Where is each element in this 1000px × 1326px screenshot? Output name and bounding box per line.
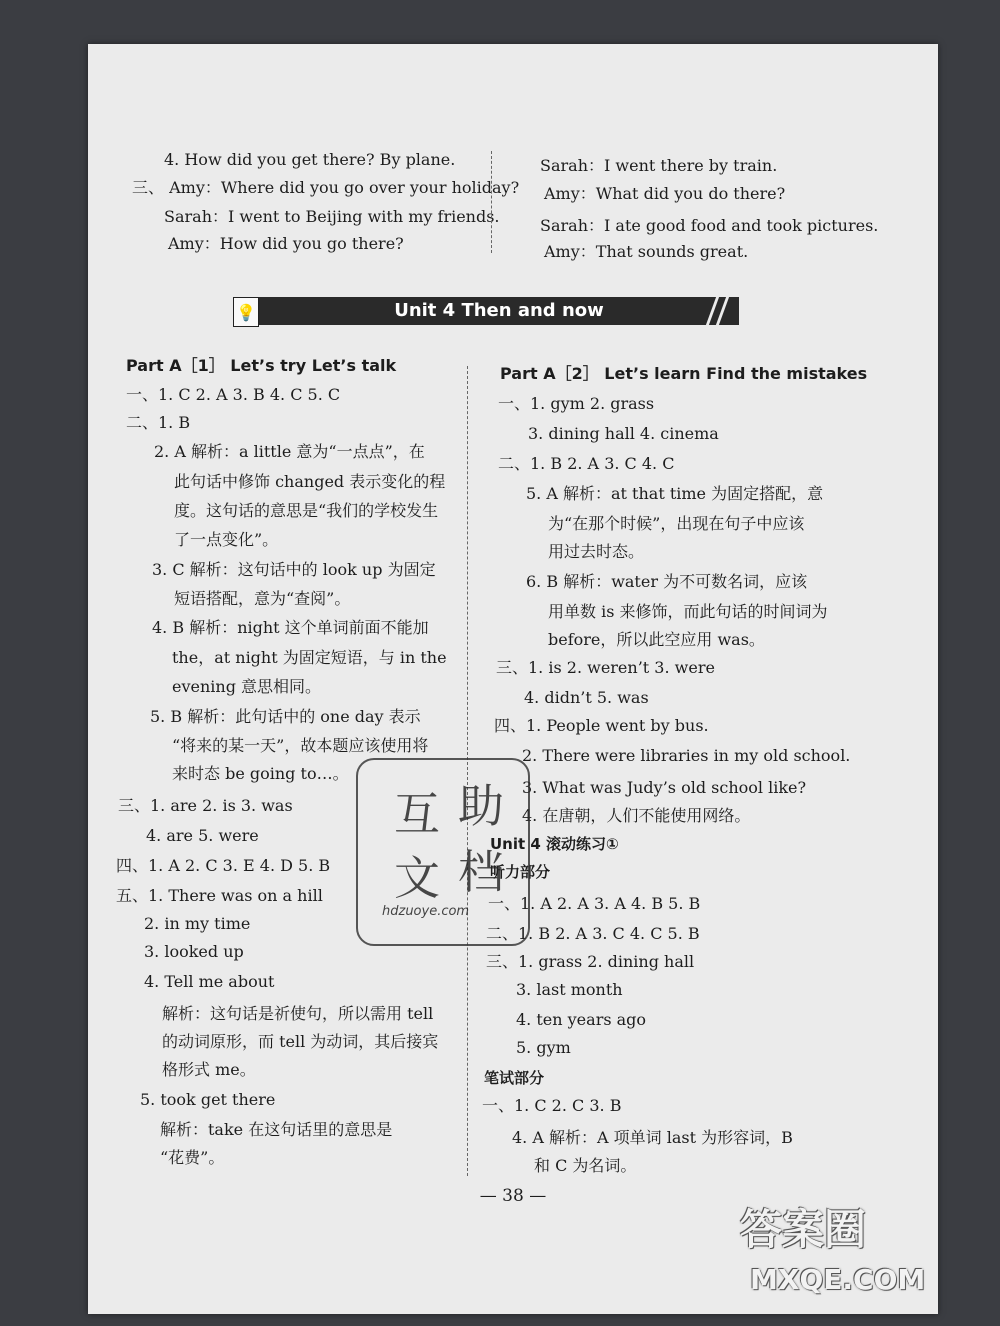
answer-line: 度。这句话的意思是“我们的学校发生 — [174, 501, 439, 520]
document-page — [88, 44, 938, 1314]
answer-line: 4. B 解析：night 这个单词前面不能加 — [152, 618, 429, 637]
watermark-domain: MXQE.COM — [750, 1263, 926, 1296]
top-right-line: Sarah：I ate good food and took pictures. — [540, 216, 879, 235]
top-right-line: Amy：That sounds great. — [544, 242, 749, 261]
answer-line: 4. Tell me about — [144, 972, 275, 991]
section-heading: 笔试部分 — [484, 1069, 545, 1087]
answer-line: 6. B 解析：water 为不可数名词，应该 — [526, 572, 808, 591]
answer-line: 四、1. A 2. C 3. E 4. D 5. B — [116, 856, 331, 875]
section-heading: Unit 4 滚动练习① — [490, 835, 619, 853]
answer-line: “花费”。 — [160, 1148, 225, 1167]
watermark-logo: 答案圈 — [740, 1205, 867, 1254]
stamp-char: 档 — [458, 845, 504, 899]
answer-line: 5. took get there — [140, 1090, 276, 1109]
answer-line: 短语搭配，意为“查阅”。 — [174, 589, 351, 608]
answer-line: 5. gym — [516, 1038, 571, 1057]
unit-title: Unit 4 Then and now — [394, 300, 604, 321]
answer-line: 5. B 解析：此句话中的 one day 表示 — [150, 707, 421, 726]
watermark-stamp — [356, 758, 530, 946]
answer-line: 格形式 me。 — [162, 1060, 256, 1079]
unit-banner — [233, 297, 741, 331]
answer-line: 3. dining hall 4. cinema — [528, 424, 719, 443]
answer-line: 来时态 be going to…。 — [172, 764, 349, 783]
answer-line: 为“在那个时候”，出现在句子中应该 — [548, 514, 805, 533]
lightbulb-icon: 💡 — [233, 297, 259, 327]
answer-line: 此句话中修饰 changed 表示变化的程 — [174, 472, 446, 491]
answer-line: 4. 在唐朝，人们不能使用网络。 — [522, 806, 751, 825]
top-left-line: Amy：How did you go there? — [168, 234, 404, 253]
answer-line: 2. There were libraries in my old school. — [522, 746, 851, 765]
banner-bar — [259, 297, 739, 325]
answer-line: 一、1. C 2. A 3. B 4. C 5. C — [126, 385, 341, 404]
answer-line: 4. ten years ago — [516, 1010, 647, 1029]
answer-line: 2. A 解析：a little 意为“一点点”，在 — [154, 442, 425, 461]
answer-line: 和 C 为名词。 — [534, 1156, 637, 1175]
answer-line: 三、1. grass 2. dining hall — [486, 952, 695, 971]
section-heading: Part A［2］ Let’s learn Find the mistakes — [500, 364, 868, 383]
answer-line: 3. What was Judy’s old school like? — [522, 778, 807, 797]
answer-line: 2. in my time — [144, 914, 251, 933]
stamp-url: hdzuoye.com — [382, 904, 470, 919]
stamp-char: 互 — [394, 787, 440, 841]
answer-line: 一、1. gym 2. grass — [498, 394, 655, 413]
top-left-line: 4. How did you get there? By plane. — [164, 150, 456, 169]
answer-line: 三、1. is 2. weren’t 3. were — [496, 658, 715, 677]
answer-line: 5. A 解析：at that time 为固定搭配，意 — [526, 484, 824, 503]
answer-line: 的动词原形，而 tell 为动词，其后接宾 — [162, 1032, 439, 1051]
answer-line: 4. A 解析：A 项单词 last 为形容词，B — [512, 1128, 793, 1147]
top-right-line: Amy：What did you do there? — [544, 184, 786, 203]
answer-line: 二、1. B — [126, 413, 191, 432]
answer-line: 一、1. C 2. C 3. B — [482, 1096, 622, 1115]
answer-line: evening 意思相同。 — [172, 677, 322, 696]
answer-line: 用单数 is 来修饰，而此句话的时间词为 — [548, 602, 828, 621]
answer-line: 一、1. A 2. A 3. A 4. B 5. B — [488, 894, 701, 913]
top-left-line: 三、 Amy：Where did you go over your holiday? — [132, 178, 520, 197]
answer-line: 3. last month — [516, 980, 623, 999]
answer-line: 四、1. People went by bus. — [494, 716, 709, 735]
answer-line: 3. looked up — [144, 942, 244, 961]
answer-line: 用过去时态。 — [548, 542, 645, 561]
page-number: — 38 — — [479, 1186, 547, 1206]
stamp-char: 文 — [394, 851, 440, 905]
answer-line: 二、1. B 2. A 3. C 4. C 5. B — [486, 924, 700, 943]
corner-watermark — [740, 1197, 926, 1317]
answer-line: 3. C 解析：这句话中的 look up 为固定 — [152, 560, 436, 579]
answer-line: 4. didn’t 5. was — [524, 688, 649, 707]
answer-line: the，at night 为固定短语，与 in the — [172, 648, 447, 667]
column-divider — [491, 151, 492, 253]
answer-line: 解析：take 在这句话里的意思是 — [160, 1120, 393, 1139]
top-left-line: Sarah：I went to Beijing with my friends. — [164, 207, 500, 226]
top-right-line: Sarah：I went there by train. — [540, 156, 778, 175]
answer-line: 二、1. B 2. A 3. C 4. C — [498, 454, 675, 473]
answer-line: 解析：这句话是祈使句，所以需用 tell — [162, 1004, 434, 1023]
answer-line: “将来的某一天”，故本题应该使用将 — [172, 736, 429, 755]
section-heading: 听力部分 — [490, 863, 551, 881]
answer-line: before，所以此空应用 was。 — [548, 630, 765, 649]
answer-line: 了一点变化”。 — [174, 530, 279, 549]
answer-line: 4. are 5. were — [146, 826, 259, 845]
stamp-char: 助 — [458, 779, 504, 833]
answer-line: 五、1. There was on a hill — [116, 886, 323, 905]
section-heading: Part A［1］ Let’s try Let’s talk — [126, 356, 397, 375]
answer-line: 三、1. are 2. is 3. was — [118, 796, 293, 815]
